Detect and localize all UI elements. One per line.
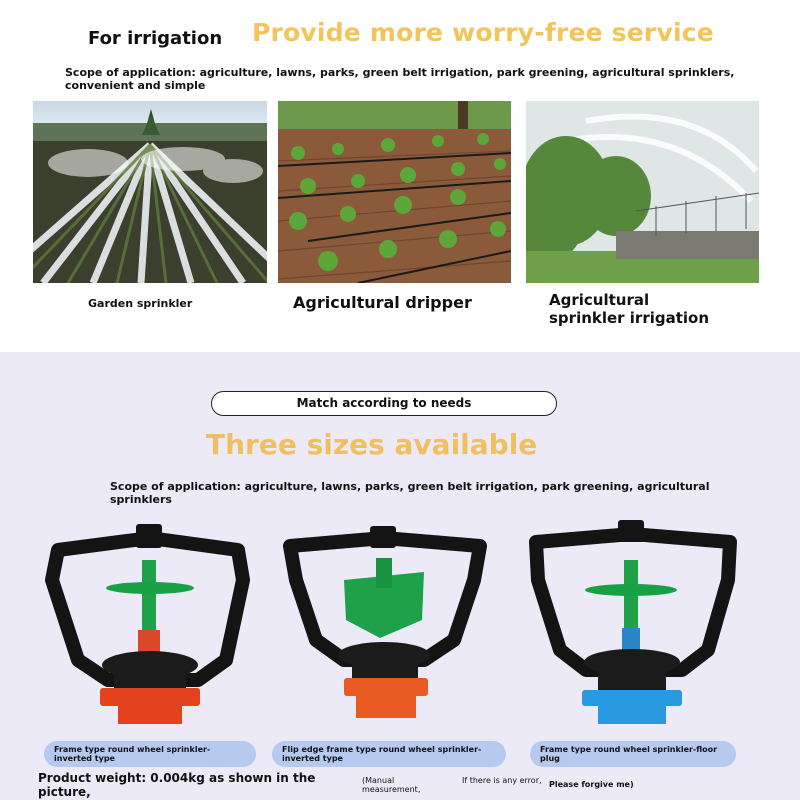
sizes-title: Three sizes available bbox=[206, 428, 538, 461]
sprinkler-irrigation-photo bbox=[526, 101, 759, 283]
sprinkler-product-3 bbox=[522, 520, 752, 730]
product-label-3: Frame type round wheel sprinkler-floor plug bbox=[530, 741, 736, 767]
header-title: For irrigation bbox=[88, 28, 223, 49]
note-manual: (Manual measurement, bbox=[362, 776, 421, 794]
note-error: If there is any error, bbox=[462, 776, 542, 785]
sprinkler-product-1 bbox=[38, 520, 268, 730]
note-forgive: Please forgive me) bbox=[549, 780, 634, 789]
agricultural-dripper-photo bbox=[278, 101, 511, 283]
caption-garden-sprinkler: Garden sprinkler bbox=[88, 297, 193, 310]
caption-line-1: Agricultural bbox=[549, 291, 650, 309]
garden-sprinkler-photo bbox=[33, 101, 267, 283]
bottom-scope-text: Scope of application: agriculture, lawns, parks, green belt irrigation, park greening, agricultural sprinklers bbox=[110, 480, 710, 506]
caption-agricultural-dripper: Agricultural dripper bbox=[293, 293, 472, 312]
product-weight: Product weight: 0.004kg as shown in the picture, bbox=[38, 771, 316, 799]
product-label-1: Frame type round wheel sprinkler-inverted type bbox=[44, 741, 256, 767]
caption-line-2: sprinkler irrigation bbox=[549, 309, 710, 327]
header-tagline: Provide more worry-free service bbox=[252, 18, 714, 47]
caption-sprinkler-irrigation bbox=[549, 291, 709, 327]
product-label-2: Flip edge frame type round wheel sprinkler-inverted type bbox=[272, 741, 506, 767]
match-needs-badge: Match according to needs bbox=[211, 391, 557, 416]
top-scope-text: Scope of application: agriculture, lawns, parks, green belt irrigation, park greening, agricultural sprinklers, convenient and simple bbox=[65, 66, 735, 92]
sprinkler-product-2 bbox=[274, 520, 504, 730]
